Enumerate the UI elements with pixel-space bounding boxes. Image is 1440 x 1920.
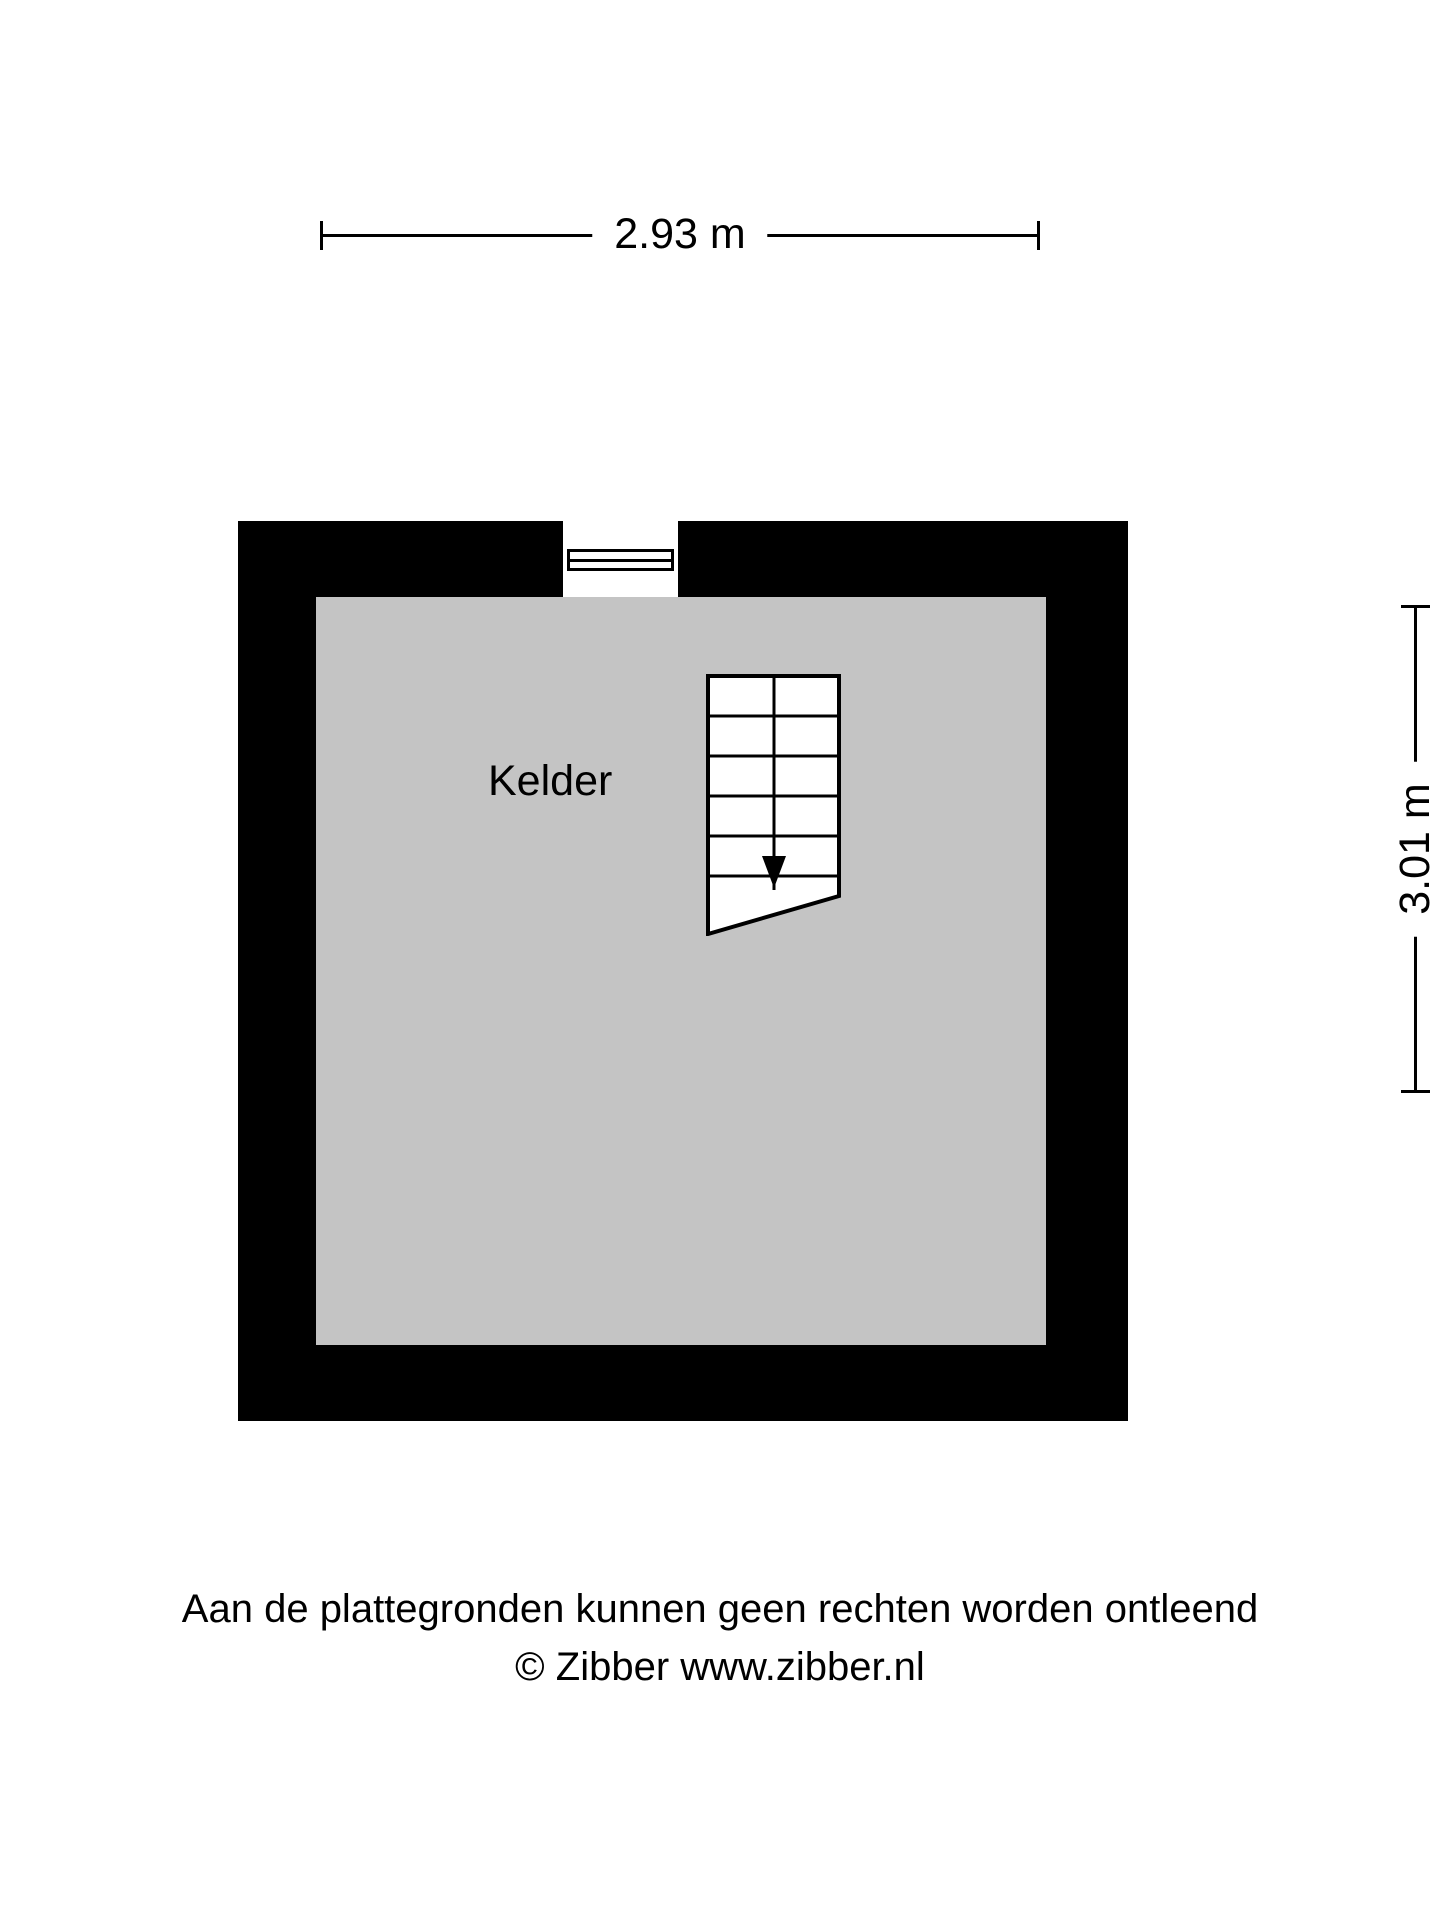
dimension-width-cap-left: [320, 221, 323, 250]
dimension-height-cap-bottom: [1401, 1090, 1430, 1093]
dimension-width: [320, 205, 1040, 265]
footer: [0, 1580, 1440, 1696]
staircase-down-icon: [706, 674, 841, 936]
footer-copyright: © Zibber www.zibber.nl: [515, 1645, 925, 1689]
room-label: Kelder: [488, 757, 613, 805]
dimension-height: [1385, 605, 1440, 1093]
dimension-height-cap-top: [1401, 605, 1430, 608]
window-icon: [563, 521, 678, 597]
floor-plan: [238, 521, 1128, 1421]
dimension-width-label: 2.93 m: [592, 205, 767, 263]
room-floor: [316, 597, 1046, 1345]
dimension-height-label: 3.01 m: [1386, 761, 1440, 936]
footer-disclaimer: Aan de plattegronden kunnen geen rechten worden ontleend: [181, 1587, 1259, 1631]
dimension-width-cap-right: [1037, 221, 1040, 250]
window-mullion: [567, 559, 674, 562]
